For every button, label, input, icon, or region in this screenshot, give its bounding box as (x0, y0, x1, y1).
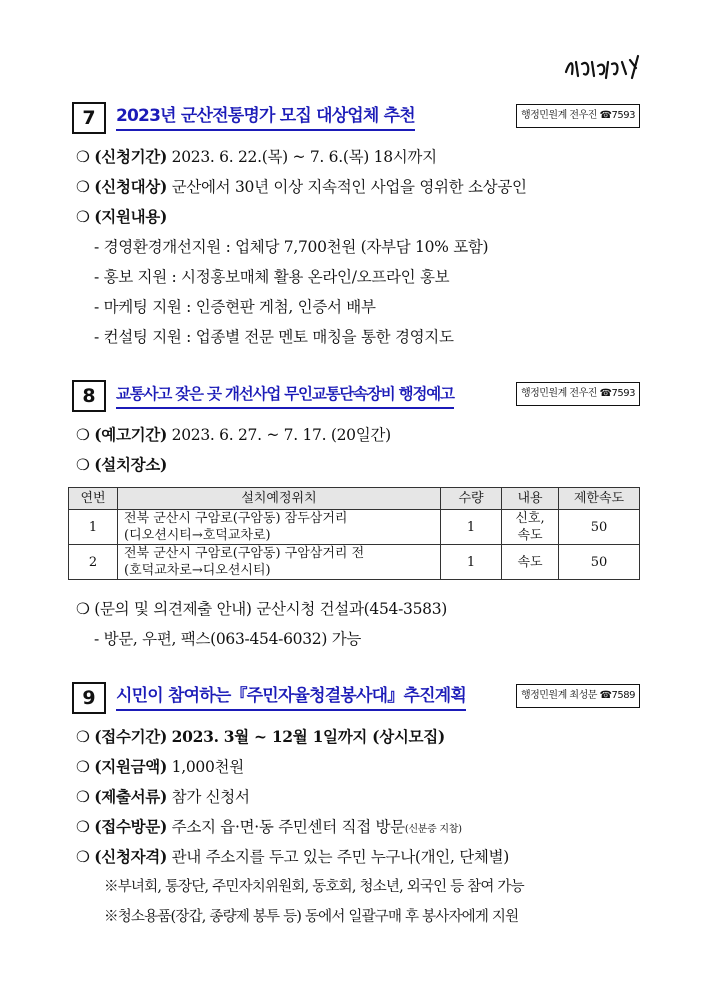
section-9-header (72, 682, 640, 712)
cell-content: 신호, 속도 (502, 510, 559, 545)
sub-item: - 방문, 우편, 팩스(063-454-6032) 가능 (94, 630, 362, 648)
info-line: ❍ (신청대상) 군산에서 30년 이상 지속적인 사업을 영위한 소상공인 (76, 177, 527, 196)
cell-limit: 50 (559, 545, 640, 580)
note-item: ※청소용품(장갑, 종량제 봉투 등) 동에서 일괄구매 후 봉사자에게 지원 (104, 909, 519, 925)
col-header: 수량 (441, 488, 502, 510)
section-number: 8 (72, 380, 106, 412)
cell-qty: 1 (441, 545, 502, 580)
info-line: ❍ (지원내용) (76, 207, 168, 226)
contact-info: 행정민원계 전우진 ☎7593 (516, 382, 640, 406)
col-header: 연번 (69, 488, 118, 510)
info-line: ❍ (접수방문) 주소지 읍·면·동 주민센터 직접 방문(신분증 지참) (76, 817, 462, 836)
table-row (69, 510, 640, 545)
cell-location: 전북 군산시 구암로(구암동) 구암삼거리 전 (호덕교차로→디오션시티) (118, 545, 441, 580)
section-title: 시민이 참여하는『주민자율청결봉사대』추진계획 (116, 683, 466, 711)
cell-no: 1 (69, 510, 118, 545)
col-header: 제한속도 (559, 488, 640, 510)
installation-table (68, 487, 640, 580)
cell-location: 전북 군산시 구암로(구암동) 잠두삼거리 (디오션시티→호덕교차로) (118, 510, 441, 545)
table-row (69, 545, 640, 580)
cell-no: 2 (69, 545, 118, 580)
sub-item: - 경영환경개선지원 : 업체당 7,700천원 (자부담 10% 포함) (94, 238, 489, 256)
sub-item: - 마케팅 지원 : 인증현판 게첨, 인증서 배부 (94, 298, 376, 316)
info-line: ❍ (예고기간) 2023. 6. 27. ~ 7. 17. (20일간) (76, 425, 391, 444)
info-line: ❍ (설치장소) (76, 455, 168, 474)
section-7-header (72, 102, 640, 132)
table-header-row (69, 488, 640, 510)
section-number: 9 (72, 682, 106, 714)
info-line: ❍ (신청자격) 관내 주소지를 두고 있는 주민 누구나(개인, 단체별) (76, 847, 510, 866)
section-number: 7 (72, 102, 106, 134)
section-8-header (72, 380, 640, 410)
col-header: 내용 (502, 488, 559, 510)
sub-item: - 홍보 지원 : 시정홍보매체 활용 온라인/오프라인 홍보 (94, 268, 450, 286)
note-item: ※부녀회, 통장단, 주민자치위원회, 동호회, 청소년, 외국인 등 참여 가능 (104, 879, 524, 895)
city-logo (560, 50, 644, 84)
info-line: ❍ (지원금액) 1,000천원 (76, 757, 244, 776)
section-title: 교통사고 잦은 곳 개선사업 무인교통단속장비 행정예고 (116, 381, 454, 409)
cell-limit: 50 (559, 510, 640, 545)
cell-qty: 1 (441, 510, 502, 545)
contact-info: 행정민원계 전우진 ☎7593 (516, 104, 640, 128)
cell-content: 속도 (502, 545, 559, 580)
contact-info: 행정민원계 최성문 ☎7589 (516, 684, 640, 708)
section-title: 2023년 군산전통명가 모집 대상업체 추천 (116, 103, 415, 131)
info-line: ❍ (접수기간) 2023. 3월 ~ 12월 1일까지 (상시모집) (76, 727, 445, 746)
col-header: 설치예정위치 (118, 488, 441, 510)
info-line: ❍ (문의 및 의견제출 안내) 군산시청 건설과(454-3583) (76, 600, 448, 618)
info-line: ❍ (신청기간) 2023. 6. 22.(목) ~ 7. 6.(목) 18시까지 (76, 147, 437, 166)
info-line: ❍ (제출서류) 참가 신청서 (76, 787, 250, 806)
sub-item: - 컨설팅 지원 : 업종별 전문 멘토 매칭을 통한 경영지도 (94, 328, 454, 346)
